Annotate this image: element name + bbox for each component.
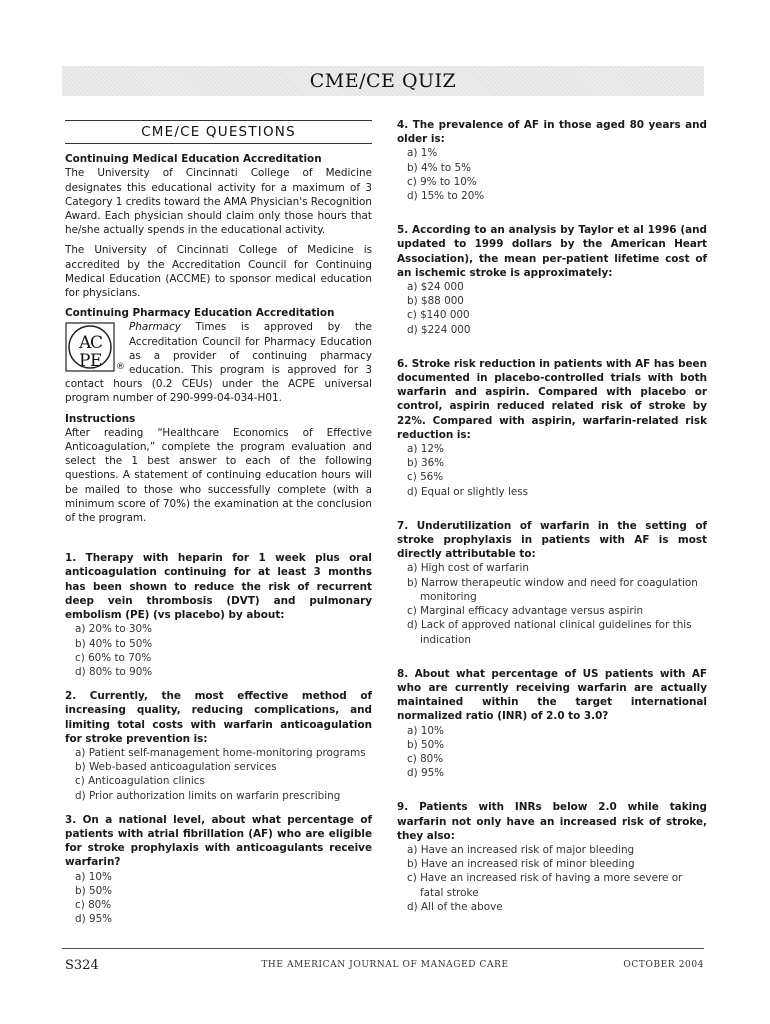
journal-name: THE AMERICAN JOURNAL OF MANAGED CARE bbox=[261, 960, 509, 970]
header-rule-top bbox=[65, 120, 372, 121]
answer-option: c) Marginal efficacy advantage versus aspirin bbox=[407, 605, 644, 618]
answer-option: a) 1% bbox=[407, 147, 438, 160]
question-5 bbox=[397, 223, 707, 337]
answer-option: a) 20% to 30% bbox=[75, 623, 152, 636]
answer-option: c) 9% to 10% bbox=[407, 175, 477, 188]
question-3 bbox=[65, 813, 372, 927]
answer-option: d) Lack of approved national clinical guidelines for this indication bbox=[407, 619, 692, 646]
answer-option: d) 95% bbox=[75, 913, 113, 926]
pharmacy-heading: Continuing Pharmacy Education Accreditation bbox=[65, 307, 335, 320]
answer-option: d) $224 000 bbox=[407, 323, 471, 336]
answer-option: a) 10% bbox=[407, 724, 444, 737]
pharmacy-italic: Pharmacy bbox=[129, 321, 181, 334]
left-column bbox=[65, 118, 372, 936]
answer-option: c) Have an increased risk of having a more severe or fatal stroke bbox=[407, 872, 683, 899]
answer-options bbox=[75, 870, 372, 927]
question-4 bbox=[397, 118, 707, 203]
banner-title: CME/CE QUIZ bbox=[309, 70, 457, 92]
answer-option: c) $140 000 bbox=[407, 309, 470, 322]
answer-options bbox=[407, 146, 707, 203]
answer-option: d) Prior authorization limits on warfarin prescribing bbox=[75, 789, 341, 802]
answer-options bbox=[75, 746, 372, 803]
pharmacy-text-body: Times is approved by the Accreditation Council for Pharmacy Education as a provider of continuing pharmacy education. This program is approved for 3 contact hours (0.2 CEUs) under the ACPE universal program number of 290-999-04-034-H01. bbox=[65, 321, 372, 405]
svg-text:P: P bbox=[79, 351, 91, 372]
answer-option: c) Anticoagulation clinics bbox=[75, 775, 205, 788]
answer-option: a) $24 000 bbox=[407, 281, 464, 294]
answer-option: b) 36% bbox=[407, 457, 445, 470]
answer-option: b) 4% to 5% bbox=[407, 161, 471, 174]
acpe-logo bbox=[65, 322, 123, 372]
quiz-banner bbox=[62, 66, 704, 96]
accme-text: The University of Cincinnati College of Medicine is accredited by the Accreditation Council for Continuing Medical Education (ACCME) to sponsor medical education for physicians. bbox=[65, 244, 372, 300]
header-rule-bottom bbox=[65, 143, 372, 144]
question-8 bbox=[397, 667, 707, 781]
answer-option: d) All of the above bbox=[407, 900, 503, 913]
answer-option: c) 80% bbox=[407, 752, 444, 765]
page-number: S324 bbox=[65, 958, 99, 973]
question-2 bbox=[65, 689, 372, 803]
answer-options bbox=[407, 442, 707, 499]
instructions-text: After reading “Healthcare Economics of Effective Anticoagulation,” complete the program evaluation and select the 1 best answer to each of the following questions. A statement of continuing education hours will be mailed to those who successfully complete (with a minimum score of 70%) the examination at the conclusion of the program. bbox=[65, 426, 372, 525]
question-6 bbox=[397, 357, 707, 499]
pharmacy-accreditation bbox=[65, 306, 372, 411]
answer-option: a) 12% bbox=[407, 443, 444, 456]
answer-option: a) Have an increased risk of major bleeding bbox=[407, 843, 635, 856]
answer-option: c) 80% bbox=[75, 898, 112, 911]
question-stem: 8. About what percentage of US patients with AF who are currently receiving warfarin are actually maintained within the target international normalized ratio (INR) of 2.0 to 3.0? bbox=[397, 667, 707, 723]
question-stem: 7. Underutilization of warfarin in the setting of stroke prophylaxis in patients with AF is most directly attributable to: bbox=[397, 519, 707, 561]
answer-option: a) High cost of warfarin bbox=[407, 562, 529, 575]
instructions-heading: Instructions bbox=[65, 412, 136, 425]
answer-option: b) 50% bbox=[75, 884, 113, 897]
question-stem: 5. According to an analysis by Taylor et al 1996 (and updated to 1999 dollars by the American Heart Association), the mean per-patient lifetime cost of an ischemic stroke is approximately: bbox=[397, 224, 707, 279]
answer-option: b) Web-based anticoagulation services bbox=[75, 761, 277, 774]
answer-options bbox=[407, 843, 707, 914]
answer-option: d) Equal or slightly less bbox=[407, 485, 529, 498]
cme-text: The University of Cincinnati College of Medicine designates this educational activity for a maximum of 3 Category 1 credits toward the AMA Physician's Recognition Award. Each physician should claim only those hours that he/she actually spends in the educational activity. bbox=[65, 167, 372, 237]
answer-option: c) 60% to 70% bbox=[75, 651, 152, 664]
answer-option: d) 15% to 20% bbox=[407, 190, 485, 203]
answer-options bbox=[407, 724, 707, 781]
cme-accreditation bbox=[65, 152, 372, 300]
registered-mark: ® bbox=[116, 362, 125, 373]
cme-heading: Continuing Medical Education Accreditation bbox=[65, 153, 322, 166]
acpe-logo-icon bbox=[65, 322, 115, 372]
answer-option: b) Have an increased risk of minor bleeding bbox=[407, 858, 635, 871]
instructions bbox=[65, 412, 372, 526]
answer-options bbox=[407, 561, 707, 646]
answer-option: b) Narrow therapeutic window and need for coagulation monitoring bbox=[407, 576, 698, 603]
question-stem: 6. Stroke risk reduction in patients with AF has been documented in placebo-controlled trials with both warfarin and aspirin. Compared with placebo or control, aspirin reduced related risk of stroke by 22%. Compared with aspirin, warfarin-related risk reduction is: bbox=[397, 357, 707, 441]
answer-option: a) Patient self-management home-monitoring programs bbox=[75, 746, 366, 759]
question-stem: 3. On a national level, about what percentage of patients with atrial fibrillation (AF) who are eligible for stroke prophylaxis with anticoagulants receive warfarin? bbox=[65, 813, 372, 869]
answer-option: a) 10% bbox=[75, 870, 112, 883]
question-stem: 1. Therapy with heparin for 1 week plus oral anticoagulation continuing for at least 3 months has been shown to reduce the risk of recurrent deep vein thrombosis (DVT) and pulmonary embolism (PE) (vs placebo) by about: bbox=[65, 552, 372, 622]
pharmacy-body bbox=[65, 320, 372, 411]
answer-option: c) 56% bbox=[407, 471, 444, 484]
answer-options bbox=[407, 280, 707, 337]
answer-option: b) 40% to 50% bbox=[75, 637, 153, 650]
answer-option: d) 95% bbox=[407, 767, 445, 780]
right-column bbox=[397, 118, 707, 924]
section-title: CME/CE QUESTIONS bbox=[141, 124, 296, 140]
question-1 bbox=[65, 551, 372, 679]
question-stem: 2. Currently, the most effective method of increasing quality, reducing complications, and limiting total costs with warfarin anticoagulation for stroke prevention is: bbox=[65, 690, 372, 745]
question-stem: 4. The prevalence of AF in those aged 80 years and older is: bbox=[397, 119, 707, 146]
issue-date: OCTOBER 2004 bbox=[623, 960, 704, 970]
svg-text:C: C bbox=[90, 333, 104, 354]
question-7 bbox=[397, 519, 707, 647]
svg-text:E: E bbox=[90, 351, 103, 372]
svg-text:A: A bbox=[79, 333, 92, 354]
question-stem: 9. Patients with INRs below 2.0 while taking warfarin not only have an increased risk of stroke, they also: bbox=[397, 801, 707, 842]
answer-option: d) 80% to 90% bbox=[75, 665, 153, 678]
answer-option: b) $88 000 bbox=[407, 295, 464, 308]
answer-option: b) 50% bbox=[407, 738, 445, 751]
question-9 bbox=[397, 800, 707, 914]
answer-options bbox=[75, 622, 372, 679]
footer-rule bbox=[62, 948, 704, 949]
